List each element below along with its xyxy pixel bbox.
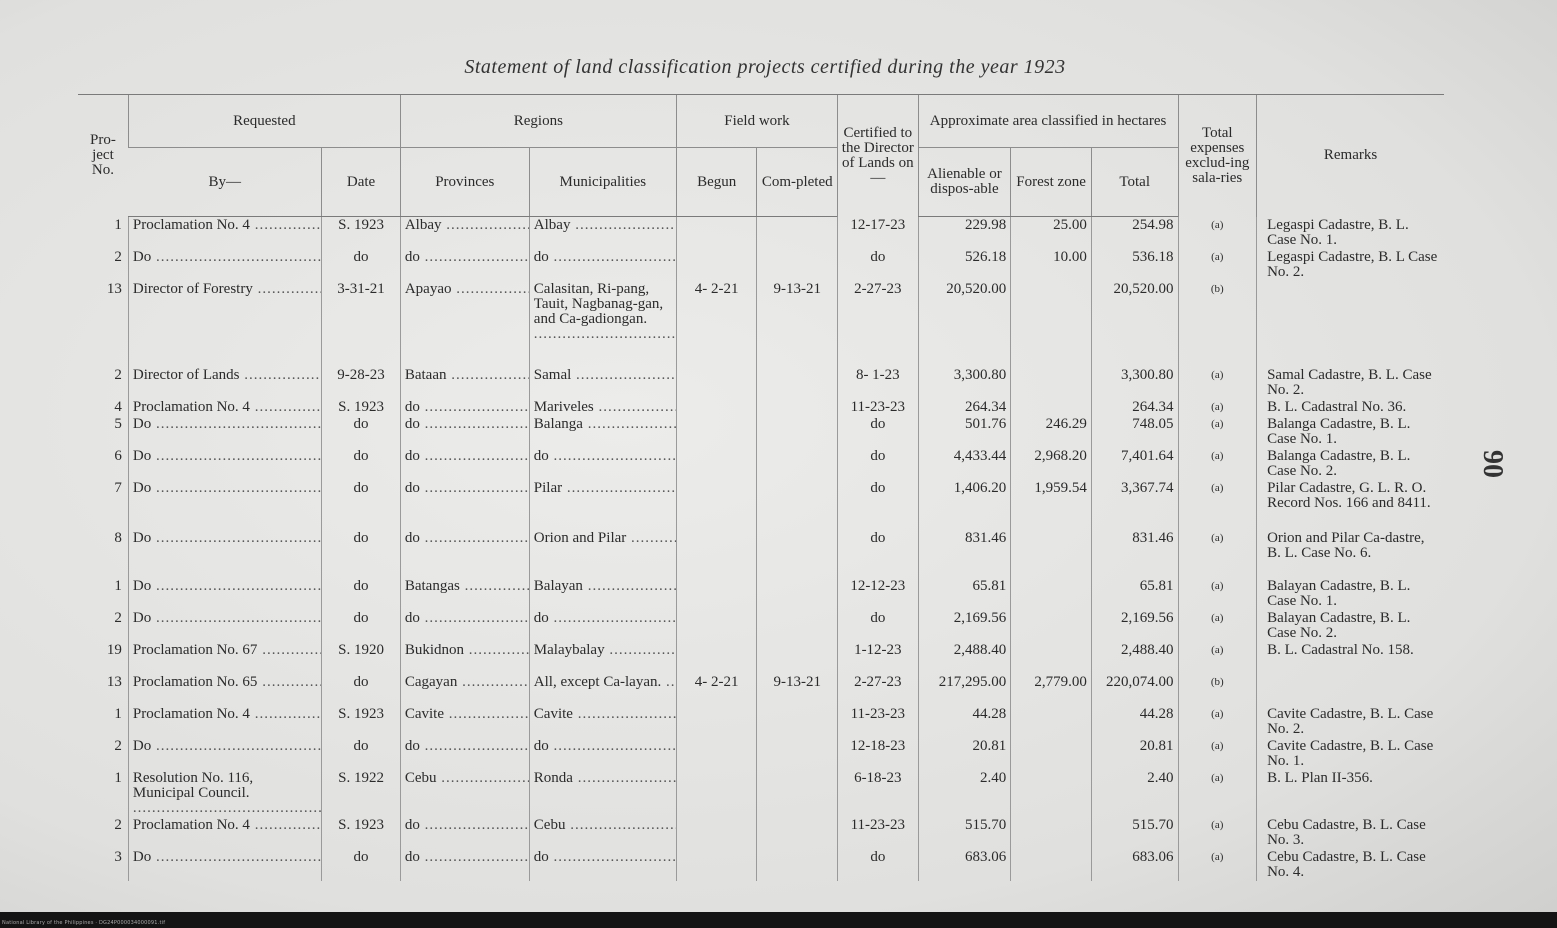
cell-expenses: (a) xyxy=(1178,448,1257,480)
cell-completed xyxy=(757,738,838,770)
cell-province: do ..... xyxy=(400,817,529,849)
cell-completed xyxy=(757,610,838,642)
cell-municipality: do ..... xyxy=(529,610,676,642)
table-body xyxy=(78,217,1444,881)
cell-expenses: (b) xyxy=(1178,281,1257,367)
table-row xyxy=(78,480,1444,530)
cell-forest: 25.00 xyxy=(1011,217,1092,249)
cell-begun xyxy=(676,770,757,817)
header-requested: Requested xyxy=(128,95,400,148)
cell-completed xyxy=(757,249,838,281)
table-row xyxy=(78,610,1444,642)
cell-requested-by: Resolution No. 116, Municipal Council. ..... xyxy=(128,770,321,817)
cell-expenses: (b) xyxy=(1178,674,1257,706)
cell-completed xyxy=(757,706,838,738)
cell-expenses: (a) xyxy=(1178,817,1257,849)
cell-total: 2.40 xyxy=(1091,770,1178,817)
header-project-no: Pro-ject No. xyxy=(78,95,128,217)
cell-date: 3-31-21 xyxy=(322,281,401,367)
cell-requested-by: Director of Forestry ..... xyxy=(128,281,321,367)
cell-expenses: (a) xyxy=(1178,249,1257,281)
cell-alienable: 683.06 xyxy=(918,849,1011,881)
cell-project-no: 1 xyxy=(114,705,122,722)
cell-alienable: 229.98 xyxy=(918,217,1011,249)
cell-requested-by: Do ..... xyxy=(128,849,321,881)
cell-province: Cavite ..... xyxy=(400,706,529,738)
table-row xyxy=(78,281,1444,367)
table-row xyxy=(78,770,1444,817)
cell-total: 254.98 xyxy=(1091,217,1178,249)
cell-project-no: 4 xyxy=(114,398,122,415)
cell-certified: do xyxy=(838,416,919,448)
table-row xyxy=(78,448,1444,480)
cell-project-no: 2 xyxy=(114,366,122,383)
cell-forest xyxy=(1011,849,1092,881)
cell-province: do ..... xyxy=(400,738,529,770)
cell-province: do ..... xyxy=(400,530,529,578)
header-expenses: Total expenses exclud-ing sala-ries xyxy=(1178,95,1257,217)
cell-alienable: 1,406.20 xyxy=(918,480,1011,530)
cell-requested-by: Director of Lands ..... xyxy=(128,367,321,399)
cell-certified: do xyxy=(838,448,919,480)
cell-requested-by: Proclamation No. 4 ..... xyxy=(128,706,321,738)
cell-municipality: Balayan ..... xyxy=(529,578,676,610)
cell-alienable: 20,520.00 xyxy=(918,281,1011,367)
cell-forest xyxy=(1011,817,1092,849)
cell-forest xyxy=(1011,738,1092,770)
cell-certified: 11-23-23 xyxy=(838,706,919,738)
cell-province: Bukidnon ..... xyxy=(400,642,529,674)
cell-date: S. 1923 xyxy=(322,706,401,738)
cell-total: 831.46 xyxy=(1091,530,1178,578)
table-row xyxy=(78,367,1444,399)
cell-expenses: (a) xyxy=(1178,367,1257,399)
header-alienable: Alienable or dispos-able xyxy=(918,148,1011,217)
cell-remarks: Pilar Cadastre, G. L. R. O. Record Nos. 166 and 8411. xyxy=(1257,480,1444,530)
cell-date: do xyxy=(322,610,401,642)
cell-date: do xyxy=(322,249,401,281)
cell-project-no: 3 xyxy=(114,848,122,865)
header-provinces: Provinces xyxy=(400,148,529,217)
cell-remarks: Cavite Cadastre, B. L. Case No. 1. xyxy=(1257,738,1444,770)
cell-total: 683.06 xyxy=(1091,849,1178,881)
cell-requested-by: Do ..... xyxy=(128,448,321,480)
cell-province: Apayao ..... xyxy=(400,281,529,367)
cell-date: S. 1923 xyxy=(322,399,401,416)
header-begun: Begun xyxy=(676,148,757,217)
cell-requested-by: Proclamation No. 4 ..... xyxy=(128,217,321,249)
cell-forest: 2,779.00 xyxy=(1011,674,1092,706)
cell-remarks xyxy=(1257,281,1444,367)
cell-total: 220,074.00 xyxy=(1091,674,1178,706)
cell-begun xyxy=(676,706,757,738)
cell-province: do ..... xyxy=(400,416,529,448)
cell-completed xyxy=(757,217,838,249)
cell-certified: 11-23-23 xyxy=(838,399,919,416)
cell-expenses: (a) xyxy=(1178,610,1257,642)
cell-project-no: 6 xyxy=(114,447,122,464)
cell-province: do ..... xyxy=(400,448,529,480)
cell-requested-by: Do ..... xyxy=(128,416,321,448)
cell-certified: 12-18-23 xyxy=(838,738,919,770)
cell-completed xyxy=(757,480,838,530)
cell-begun xyxy=(676,217,757,249)
cell-requested-by: Proclamation No. 65 ..... xyxy=(128,674,321,706)
cell-total: 20,520.00 xyxy=(1091,281,1178,367)
cell-requested-by: Proclamation No. 67 ..... xyxy=(128,642,321,674)
cell-begun xyxy=(676,530,757,578)
cell-project-no: 8 xyxy=(114,529,122,546)
cell-alienable: 2.40 xyxy=(918,770,1011,817)
cell-remarks: Cavite Cadastre, B. L. Case No. 2. xyxy=(1257,706,1444,738)
cell-remarks: B. L. Cadastral No. 36. xyxy=(1257,399,1444,416)
footer-credit: National Library of the Philippines · DG24P000034000091.tif xyxy=(2,920,166,926)
cell-remarks: Legaspi Cadastre, B. L. Case No. 1. xyxy=(1257,217,1444,249)
cell-expenses: (a) xyxy=(1178,217,1257,249)
cell-project-no: 7 xyxy=(114,479,122,496)
table-row xyxy=(78,217,1444,249)
cell-forest xyxy=(1011,578,1092,610)
cell-municipality: Balanga ..... xyxy=(529,416,676,448)
cell-alienable: 65.81 xyxy=(918,578,1011,610)
cell-remarks: Balanga Cadastre, B. L. Case No. 2. xyxy=(1257,448,1444,480)
cell-project-no: 1 xyxy=(114,769,122,786)
cell-province: do ..... xyxy=(400,610,529,642)
cell-begun xyxy=(676,480,757,530)
cell-requested-by: Do ..... xyxy=(128,530,321,578)
cell-begun xyxy=(676,578,757,610)
cell-alienable: 501.76 xyxy=(918,416,1011,448)
header-regions: Regions xyxy=(400,95,676,148)
cell-project-no: 13 xyxy=(106,673,122,690)
cell-begun xyxy=(676,367,757,399)
cell-forest xyxy=(1011,399,1092,416)
cell-begun: 4- 2-21 xyxy=(676,281,757,367)
cell-alienable: 831.46 xyxy=(918,530,1011,578)
cell-province: do ..... xyxy=(400,249,529,281)
cell-total: 3,367.74 xyxy=(1091,480,1178,530)
cell-expenses: (a) xyxy=(1178,480,1257,530)
cell-province: do ..... xyxy=(400,849,529,881)
cell-completed: 9-13-21 xyxy=(757,674,838,706)
cell-date: do xyxy=(322,674,401,706)
table-row xyxy=(78,674,1444,706)
cell-begun xyxy=(676,399,757,416)
cell-remarks: Cebu Cadastre, B. L. Case No. 4. xyxy=(1257,849,1444,881)
cell-remarks: B. L. Cadastral No. 158. xyxy=(1257,642,1444,674)
cell-date: do xyxy=(322,480,401,530)
cell-date: 9-28-23 xyxy=(322,367,401,399)
cell-project-no: 1 xyxy=(114,577,122,594)
cell-municipality: Malaybalay ..... xyxy=(529,642,676,674)
cell-certified: 1-12-23 xyxy=(838,642,919,674)
cell-begun xyxy=(676,416,757,448)
cell-completed xyxy=(757,817,838,849)
header-forest: Forest zone xyxy=(1011,148,1092,217)
cell-project-no: 19 xyxy=(106,641,122,658)
cell-project-no: 5 xyxy=(114,415,122,432)
cell-begun xyxy=(676,642,757,674)
cell-expenses: (a) xyxy=(1178,578,1257,610)
cell-certified: 2-27-23 xyxy=(838,674,919,706)
cell-certified: do xyxy=(838,480,919,530)
cell-requested-by: Do ..... xyxy=(128,738,321,770)
header-remarks: Remarks xyxy=(1257,95,1444,217)
cell-forest: 1,959.54 xyxy=(1011,480,1092,530)
cell-municipality: Cebu ..... xyxy=(529,817,676,849)
cell-total: 44.28 xyxy=(1091,706,1178,738)
cell-project-no: 2 xyxy=(114,609,122,626)
cell-expenses: (a) xyxy=(1178,738,1257,770)
cell-total: 3,300.80 xyxy=(1091,367,1178,399)
cell-remarks: Legaspi Cadastre, B. L Case No. 2. xyxy=(1257,249,1444,281)
cell-alienable: 515.70 xyxy=(918,817,1011,849)
cell-project-no: 2 xyxy=(114,248,122,265)
table-row xyxy=(78,249,1444,281)
cell-municipality: Albay ..... xyxy=(529,217,676,249)
cell-project-no: 2 xyxy=(114,816,122,833)
header-completed: Com-pleted xyxy=(757,148,838,217)
cell-begun xyxy=(676,849,757,881)
cell-forest xyxy=(1011,281,1092,367)
cell-date: do xyxy=(322,578,401,610)
cell-forest xyxy=(1011,530,1092,578)
cell-remarks: Samal Cadastre, B. L. Case No. 2. xyxy=(1257,367,1444,399)
cell-remarks xyxy=(1257,674,1444,706)
cell-forest xyxy=(1011,367,1092,399)
cell-forest: 2,968.20 xyxy=(1011,448,1092,480)
cell-project-no: 1 xyxy=(114,216,122,233)
cell-municipality: do ..... xyxy=(529,849,676,881)
cell-project-no: 13 xyxy=(106,280,122,297)
cell-forest: 246.29 xyxy=(1011,416,1092,448)
cell-remarks: Balayan Cadastre, B. L. Case No. 2. xyxy=(1257,610,1444,642)
cell-municipality: Pilar ..... xyxy=(529,480,676,530)
cell-municipality: do ..... xyxy=(529,448,676,480)
cell-expenses: (a) xyxy=(1178,706,1257,738)
cell-completed xyxy=(757,399,838,416)
cell-completed xyxy=(757,849,838,881)
table-row xyxy=(78,738,1444,770)
cell-certified: 12-12-23 xyxy=(838,578,919,610)
cell-certified: 6-18-23 xyxy=(838,770,919,817)
cell-alienable: 2,488.40 xyxy=(918,642,1011,674)
cell-total: 536.18 xyxy=(1091,249,1178,281)
cell-alienable: 44.28 xyxy=(918,706,1011,738)
page-number: 90 xyxy=(1477,450,1508,478)
cell-requested-by: Proclamation No. 4 ..... xyxy=(128,399,321,416)
header-municipalities: Municipalities xyxy=(529,148,676,217)
cell-completed xyxy=(757,530,838,578)
cell-date: S. 1920 xyxy=(322,642,401,674)
cell-requested-by: Do ..... xyxy=(128,610,321,642)
cell-project-no: 2 xyxy=(114,737,122,754)
cell-province: Albay ..... xyxy=(400,217,529,249)
cell-remarks: Cebu Cadastre, B. L. Case No. 3. xyxy=(1257,817,1444,849)
cell-expenses: (a) xyxy=(1178,770,1257,817)
cell-date: do xyxy=(322,530,401,578)
cell-expenses: (a) xyxy=(1178,399,1257,416)
cell-municipality: Samal ..... xyxy=(529,367,676,399)
cell-begun xyxy=(676,738,757,770)
cell-certified: do xyxy=(838,530,919,578)
header-area: Approximate area classified in hectares xyxy=(918,95,1178,148)
page-title: Statement of land classification projects certified during the year 1923 xyxy=(464,56,1066,78)
cell-municipality: Ronda ..... xyxy=(529,770,676,817)
cell-total: 2,169.56 xyxy=(1091,610,1178,642)
cell-certified: 2-27-23 xyxy=(838,281,919,367)
cell-municipality: Orion and Pilar ..... xyxy=(529,530,676,578)
cell-begun: 4- 2-21 xyxy=(676,674,757,706)
cell-completed xyxy=(757,416,838,448)
cell-certified: 12-17-23 xyxy=(838,217,919,249)
cell-certified: 8- 1-23 xyxy=(838,367,919,399)
cell-begun xyxy=(676,817,757,849)
header-by: By— xyxy=(128,148,321,217)
cell-forest: 10.00 xyxy=(1011,249,1092,281)
cell-requested-by: Do ..... xyxy=(128,578,321,610)
cell-remarks: Orion and Pilar Ca-dastre, B. L. Case No. 6. xyxy=(1257,530,1444,578)
cell-completed xyxy=(757,578,838,610)
cell-total: 515.70 xyxy=(1091,817,1178,849)
cell-begun xyxy=(676,249,757,281)
cell-begun xyxy=(676,448,757,480)
cell-forest xyxy=(1011,642,1092,674)
cell-province: do ..... xyxy=(400,480,529,530)
cell-total: 748.05 xyxy=(1091,416,1178,448)
table-row xyxy=(78,849,1444,881)
cell-completed xyxy=(757,642,838,674)
cell-alienable: 217,295.00 xyxy=(918,674,1011,706)
cell-province: Bataan ..... xyxy=(400,367,529,399)
cell-province: Cebu ..... xyxy=(400,770,529,817)
cell-alienable: 3,300.80 xyxy=(918,367,1011,399)
cell-forest xyxy=(1011,706,1092,738)
cell-requested-by: Proclamation No. 4 ..... xyxy=(128,817,321,849)
cell-expenses: (a) xyxy=(1178,849,1257,881)
cell-completed xyxy=(757,770,838,817)
cell-requested-by: Do ..... xyxy=(128,480,321,530)
cell-alienable: 2,169.56 xyxy=(918,610,1011,642)
cell-forest xyxy=(1011,610,1092,642)
cell-alienable: 20.81 xyxy=(918,738,1011,770)
table-row xyxy=(78,578,1444,610)
cell-expenses: (a) xyxy=(1178,642,1257,674)
cell-date: do xyxy=(322,448,401,480)
cell-begun xyxy=(676,610,757,642)
header-date: Date xyxy=(322,148,401,217)
cell-municipality: Calasitan, Ri-pang, Tauit, Nagbanag-gan, and Ca-gadiongan. ..... xyxy=(529,281,676,367)
cell-remarks: B. L. Plan II-356. xyxy=(1257,770,1444,817)
table-row xyxy=(78,642,1444,674)
table-row xyxy=(78,416,1444,448)
table-row xyxy=(78,399,1444,416)
cell-total: 65.81 xyxy=(1091,578,1178,610)
cell-certified: 11-23-23 xyxy=(838,817,919,849)
cell-alienable: 526.18 xyxy=(918,249,1011,281)
cell-date: do xyxy=(322,849,401,881)
cell-date: do xyxy=(322,416,401,448)
cell-remarks: Balayan Cadastre, B. L. Case No. 1. xyxy=(1257,578,1444,610)
table-row xyxy=(78,817,1444,849)
cell-expenses: (a) xyxy=(1178,416,1257,448)
cell-certified: do xyxy=(838,610,919,642)
cell-date: do xyxy=(322,738,401,770)
cell-total: 2,488.40 xyxy=(1091,642,1178,674)
cell-completed xyxy=(757,367,838,399)
header-field-work: Field work xyxy=(676,95,837,148)
cell-forest xyxy=(1011,770,1092,817)
cell-municipality: All, except Ca-layan. ..... xyxy=(529,674,676,706)
cell-municipality: Cavite ..... xyxy=(529,706,676,738)
cell-expenses: (a) xyxy=(1178,530,1257,578)
cell-remarks: Balanga Cadastre, B. L. Case No. 1. xyxy=(1257,416,1444,448)
table-row xyxy=(78,530,1444,578)
cell-alienable: 264.34 xyxy=(918,399,1011,416)
scan-footer-strip xyxy=(0,912,1557,928)
land-classification-table xyxy=(78,94,1444,881)
cell-province: Cagayan ..... xyxy=(400,674,529,706)
cell-total: 264.34 xyxy=(1091,399,1178,416)
cell-alienable: 4,433.44 xyxy=(918,448,1011,480)
cell-total: 20.81 xyxy=(1091,738,1178,770)
cell-date: S. 1922 xyxy=(322,770,401,817)
cell-date: S. 1923 xyxy=(322,217,401,249)
cell-province: Batangas ..... xyxy=(400,578,529,610)
cell-province: do ..... xyxy=(400,399,529,416)
cell-completed: 9-13-21 xyxy=(757,281,838,367)
cell-certified: do xyxy=(838,249,919,281)
cell-certified: do xyxy=(838,849,919,881)
cell-municipality: Mariveles ..... xyxy=(529,399,676,416)
cell-municipality: do ..... xyxy=(529,738,676,770)
cell-municipality: do ..... xyxy=(529,249,676,281)
header-total: Total xyxy=(1091,148,1178,217)
cell-total: 7,401.64 xyxy=(1091,448,1178,480)
header-certified: Certified to the Director of Lands on— xyxy=(838,95,919,217)
table-row xyxy=(78,706,1444,738)
cell-completed xyxy=(757,448,838,480)
cell-requested-by: Do ..... xyxy=(128,249,321,281)
cell-date: S. 1923 xyxy=(322,817,401,849)
